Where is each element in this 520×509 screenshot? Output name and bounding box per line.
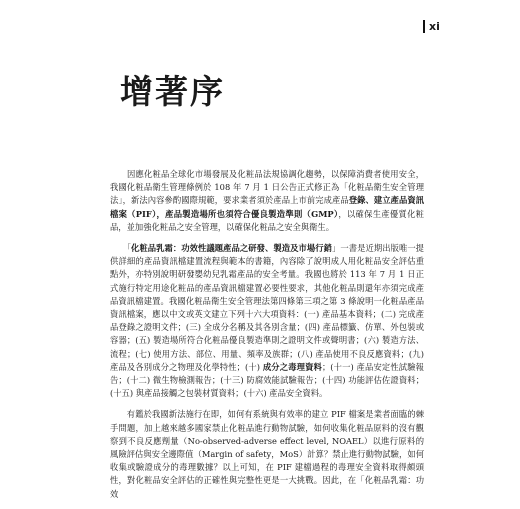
paragraph [110,408,424,500]
text-run: 「 [110,243,131,254]
preface-body [110,168,424,509]
text-run: ；(十一) 產品安定性試驗報告；(十二) 微生物檢測報告；(十三) 防腐效能試驗報告；(十四) 功能評估佐證資料；(十五) 與產品接觸之包裝材質資料；(十六) 產品安全資料。 [110,361,424,399]
emphasized-text: 登錄、建立產品資訊檔案（PIF），產品製造場所也須符合優良製造準則（GMP） [110,195,424,219]
emphasized-text: 化粧品乳霜：功效性議題產品之研發、製造及市場行銷 [130,243,332,254]
paragraph [110,242,424,400]
text-run: 」一書是近期出版唯一提供詳細的產品資訊檔建置流程與範本的書籍，內容除了說明成人用化粧品安全評估重點外，亦特別說明研發嬰幼兒乳霜產品的安全考量。我國也將於 113 年 7 月 1 日正式施行特定用途化粧品的產品資訊檔建置必要性要求，其他化粧品則還年亦須完成產品資訊檔建置。我國化粧品衛生安全管理法第四條第三項之第 3 條說明一化粧品產品資訊檔案，應以中文或英文建立下列十六大項資料：(一) 產品基本資料；(二) 完成產品登錄之證明文件；(三) 全成分名稱及其各別含量；(四) 產品標籤、仿單、外包裝或容器；(五) 製造場所符合化粧品優良製造準則之證明文件或聲明書；(六) 製造方法、流程；(七) 使用方法、部位、用量、頻率及族群；(八) 產品使用不良反應資料；(九) 產品及各別成分之物理及化學特性；(十) [110,243,424,372]
page-number: xi [423,20,440,33]
paragraph [110,168,424,234]
emphasized-text: 成分之毒理資料 [262,361,322,372]
page-title: 增著序 [120,72,225,111]
text-run: 因應化粧品全球化市場發展及化粧品法規協調化趨勢，以保障消費者使用安全，我國化粧品衛生管理條例於 108 年 7 月 1 日公告正式修正為「化粧品衛生安全管理法」，新法內容參酌國際規範，要求業者須於產品上市前完成產品 [110,169,424,206]
text-run: ，以確保生產優質化粧品，並加強化粧品之安全管理，以確保化粧品之安全與衛生。 [110,208,424,232]
text-run: 有鑑於我國新法施行在即，如何有系統與有效率的建立 PIF 檔案是業者面臨的棘手問題，加上越來越多國家禁止化粧品進行動物試驗，如何收集化粧品原料的沒有觀察到不良反應劑量（No-observed-adverse effect level, NOAEL）以進行原料的風險評估與安全邊際值（Margin of safety，MoS）計算？禁止進行動物試驗，如何收集或驗證成分的毒理數據？以上可知，在 PIF 建檔過程的毒理安全資料取得頗頭性，對化粧品安全評估的正確性與完整性更是一大挑戰。因此，在「化粧品乳霜：功效 [110,409,424,499]
